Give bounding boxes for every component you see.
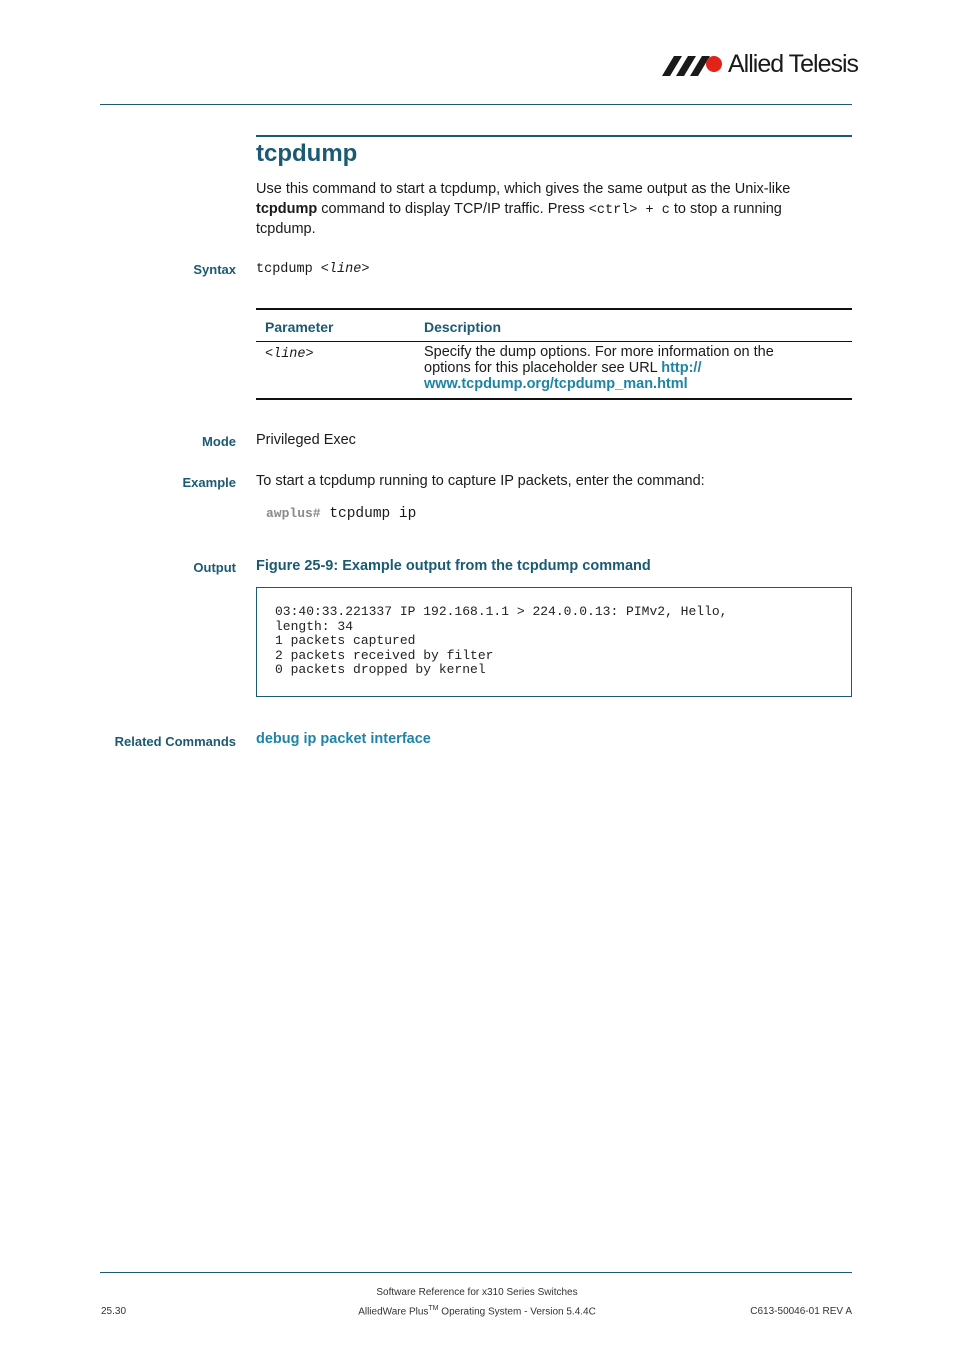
header-parameter: Parameter [265,319,334,335]
param-cell [256,344,424,398]
footer-tm: TM [428,1305,439,1312]
intro-text-3: to stop a running [669,200,782,217]
syntax-cmd: tcpdump < [256,262,329,277]
header-description: Description [424,319,502,335]
syntax-label: Syntax [193,262,236,277]
output-line: length: 34 [275,618,354,634]
description-cell [424,344,852,398]
example-text: To start a tcpdump running to capture IP packets, enter the command: [256,473,705,489]
footer-os-b: Operating System - Version 5.4.4C [438,1306,596,1318]
table-header-row [256,310,852,342]
related-commands-label: Related Commands [114,734,236,749]
page-title: tcpdump [256,140,358,167]
prompt: awplus# [266,506,321,521]
page-number: 25.30 [101,1306,127,1317]
output-label: Output [193,560,236,575]
allied-telesis-logo [662,50,858,79]
output-box [256,587,852,697]
param-arg: line [273,347,306,362]
footer-title: Software Reference for x310 Series Switches [376,1287,578,1298]
intro-text-2: command to display TCP/IP traffic. Press [317,200,589,217]
tcpdump-url-link[interactable]: http:// [661,360,702,376]
intro-text-4: tcpdump. [256,221,316,237]
intro-text-1: Use this command to start a tcpdump, which gives the same output as the Unix-like [256,181,791,197]
title-rule [256,135,852,137]
parameter-table [256,308,852,400]
doc-id: C613-50046-01 REV A [750,1306,852,1317]
header-rule [100,104,852,105]
output-line: 2 packets received by filter [275,647,494,663]
output-line: 1 packets captured [275,633,416,648]
footer-os-a: AlliedWare Plus [358,1306,429,1318]
table-row [256,342,852,398]
related-command-link[interactable]: debug ip packet interface [256,731,431,747]
desc-text-1: Specify the dump options. For more information on the [424,344,774,360]
syntax-close: > [361,262,370,277]
example-label: Example [182,475,236,490]
param-open: < [265,347,274,362]
output-line: 0 packets dropped by kernel [275,662,486,677]
example-command: tcpdump ip [329,506,417,522]
tcpdump-url-link-cont[interactable]: www.tcpdump.org/tcpdump_man.html [424,376,688,392]
mode-label: Mode [202,434,236,449]
logo-text: Allied Telesis [728,50,859,78]
figure-caption: Figure 25-9: Example output from the tcpdump command [256,558,651,574]
output-line: 03:40:33.221337 IP 192.168.1.1 > 224.0.0.13: PIMv2, Hello, [275,604,728,619]
mode-value: Privileged Exec [256,432,356,448]
intro-bold: tcpdump [256,200,318,217]
example-command-line [266,506,416,522]
footer-rule [100,1272,852,1273]
intro-paragraph [256,180,852,240]
syntax-arg: line [328,262,362,277]
table-bottom-rule [256,398,852,400]
desc-text-2: options for this placeholder see URL [424,360,662,376]
param-close: > [305,347,314,362]
intro-code: <ctrl> + c [588,202,670,218]
syntax-command [256,262,369,277]
logo-mark-icon [662,54,724,76]
